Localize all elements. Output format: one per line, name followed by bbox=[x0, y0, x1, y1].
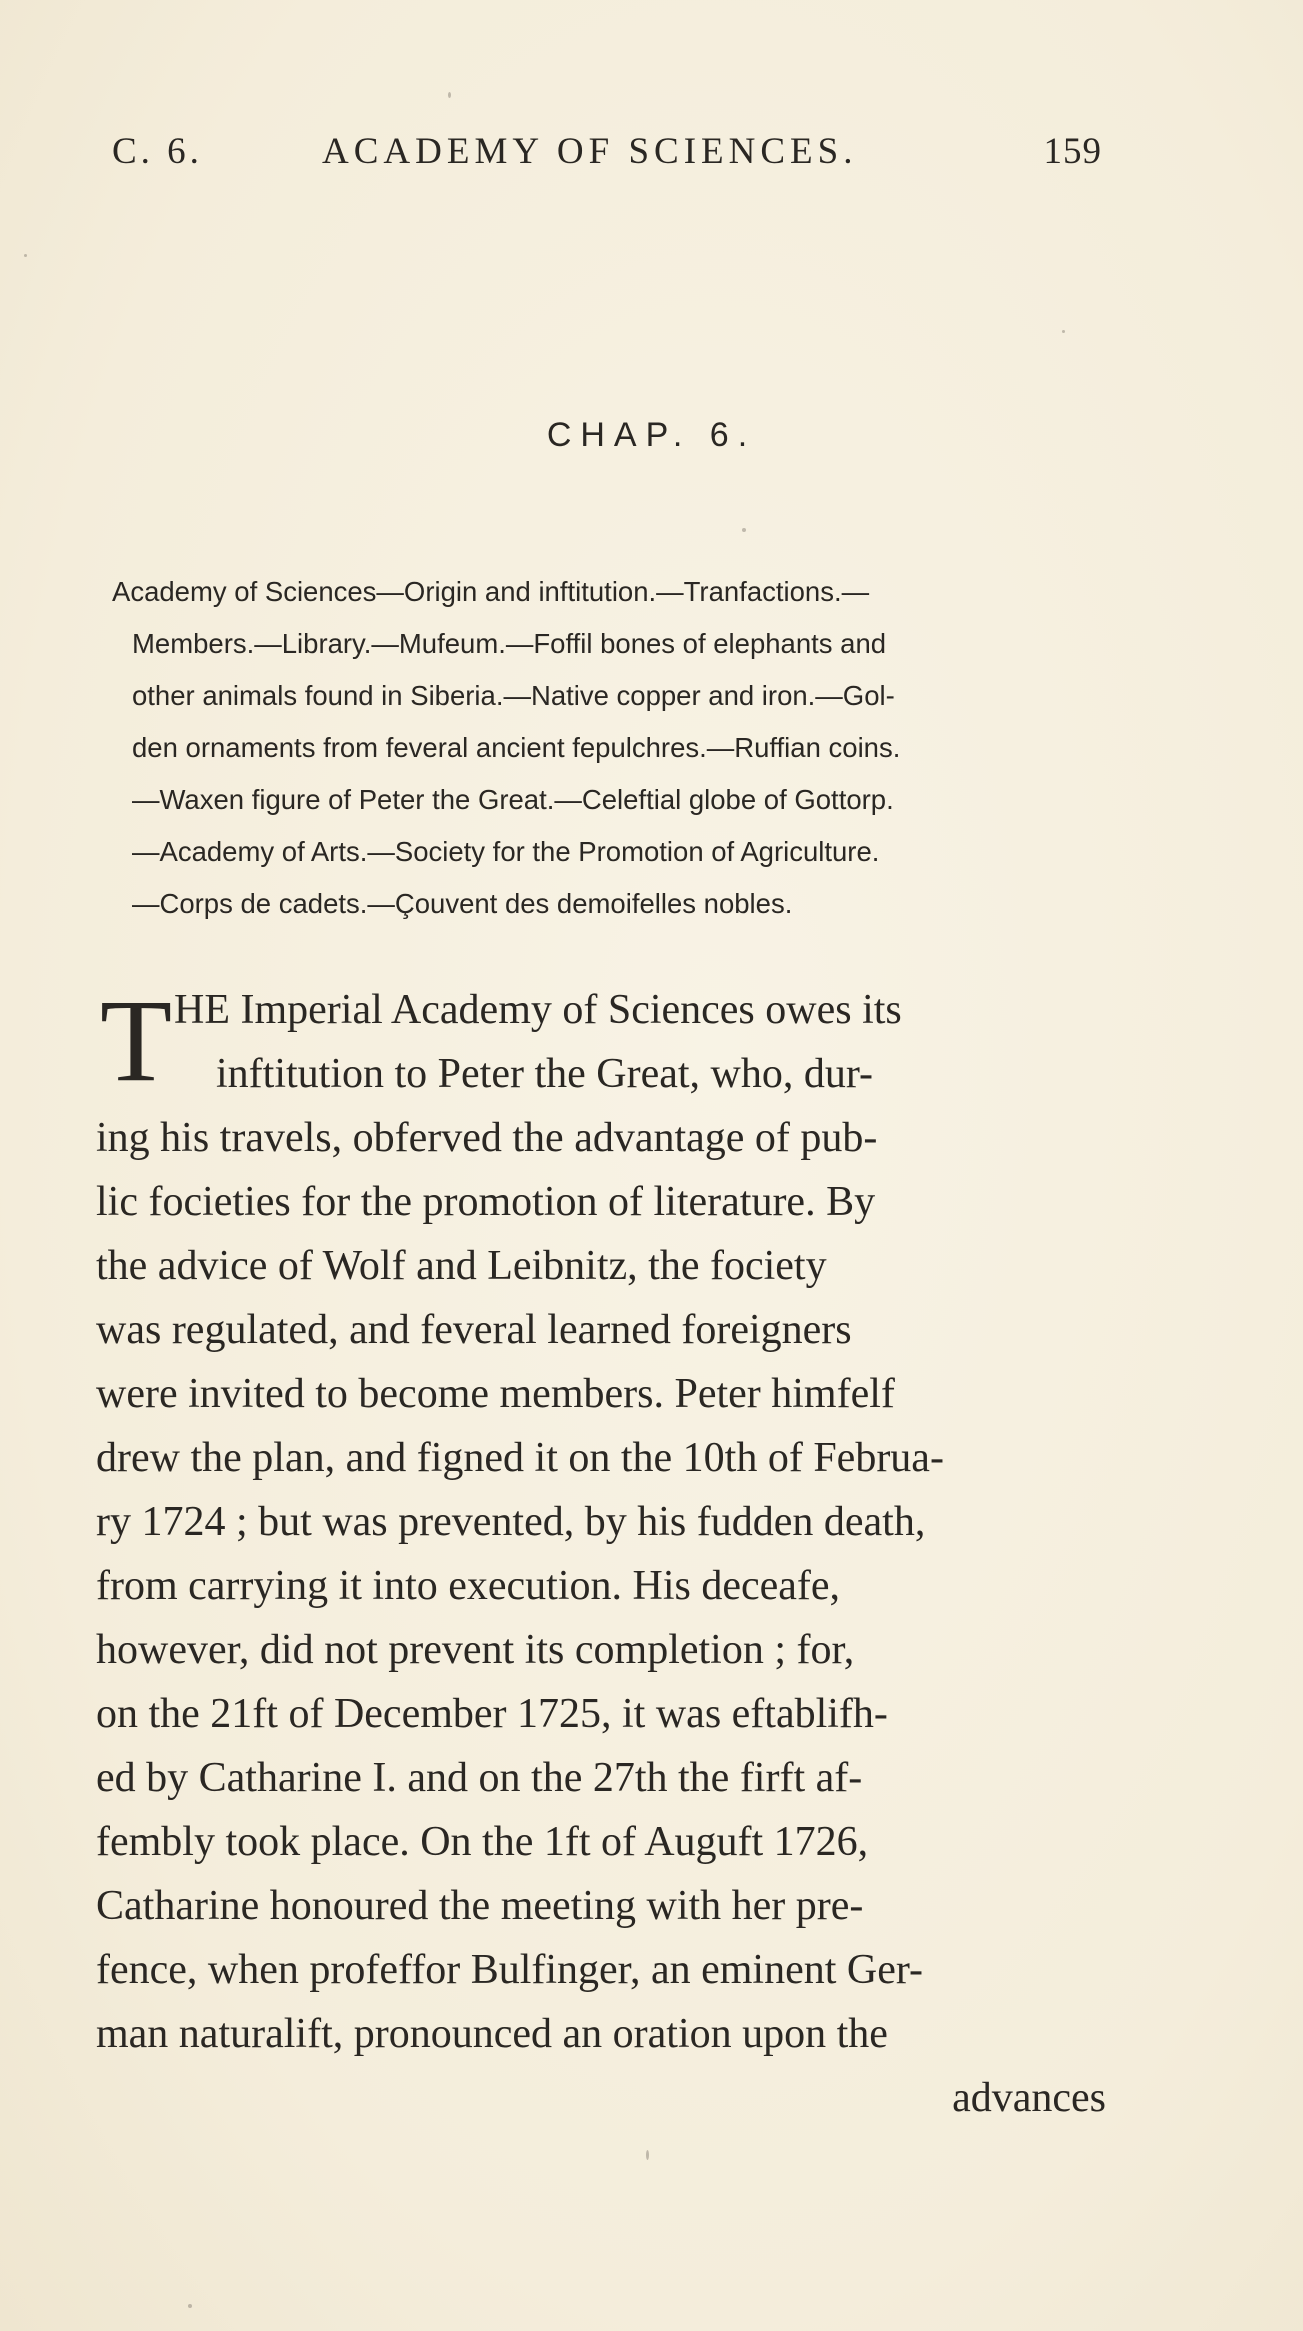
running-title: ACADEMY OF SCIENCES. bbox=[322, 131, 858, 172]
text-line: lic focieties for the promotion of literature. By bbox=[96, 1179, 876, 1225]
text-line: HE Imperial Academy of Sciences owes its bbox=[174, 987, 902, 1033]
contents-line: —Corps de cadets.—Çouvent des demoifelles nobles. bbox=[132, 888, 793, 919]
text-line: from carrying it into execution. His deceafe, bbox=[96, 1563, 841, 1609]
contents-line: den ornaments from feveral ancient fepulchres.—Ruffian coins. bbox=[132, 732, 901, 763]
text-line: ry 1724 ; but was prevented, by his fudden death, bbox=[96, 1499, 926, 1545]
speck bbox=[188, 2304, 192, 2308]
text-line: on the 21ft of December 1725, it was eftablifh- bbox=[96, 1691, 888, 1737]
chapter-reference: C. 6. bbox=[112, 131, 203, 172]
text-line: man naturalift, pronounced an oration upon the bbox=[96, 2011, 888, 2057]
contents-line: —Waxen figure of Peter the Great.—Celeftial globe of Gottorp. bbox=[132, 784, 894, 815]
chapter-heading: CHAP. 6. bbox=[546, 416, 757, 454]
contents-line: other animals found in Siberia.—Native copper and iron.—Gol- bbox=[132, 680, 895, 711]
text-line: ing his travels, obferved the advantage of pub- bbox=[96, 1115, 878, 1161]
text-line: ed by Catharine I. and on the 27th the firft af- bbox=[96, 1755, 863, 1801]
contents-line: Members.—Library.—Mufeum.—Foffil bones of elephants and bbox=[132, 628, 887, 659]
speck bbox=[1062, 330, 1065, 333]
speck bbox=[646, 2150, 649, 2160]
text-line: were invited to become members. Peter himfelf bbox=[96, 1371, 895, 1417]
text-line: Catharine honoured the meeting with her pre- bbox=[96, 1883, 864, 1929]
speck bbox=[24, 254, 27, 257]
page-number: 159 bbox=[1043, 131, 1102, 172]
contents-line: Academy of Sciences—Origin and inftitution.—Tranfactions.— bbox=[112, 576, 870, 607]
body-paragraph bbox=[96, 975, 1106, 2130]
running-header bbox=[112, 130, 1102, 190]
speck bbox=[448, 92, 451, 98]
text-line: however, did not prevent its completion ; for, bbox=[96, 1627, 855, 1673]
drop-cap: T bbox=[100, 975, 173, 1106]
contents-line: —Academy of Arts.—Society for the Promotion of Agriculture. bbox=[132, 836, 880, 867]
text-line: fembly took place. On the 1ft of Auguft 1726, bbox=[96, 1819, 869, 1865]
text-line: drew the plan, and figned it on the 10th of Februa- bbox=[96, 1435, 944, 1481]
catchword: advances bbox=[952, 2075, 1106, 2121]
speck bbox=[742, 528, 746, 532]
text-line: inftitution to Peter the Great, who, dur- bbox=[216, 1051, 874, 1097]
text-line: was regulated, and feveral learned foreigners bbox=[96, 1307, 852, 1353]
chapter-contents-summary bbox=[112, 566, 1102, 930]
text-line: fence, when profeffor Bulfinger, an eminent Ger- bbox=[96, 1947, 924, 1993]
text-line: the advice of Wolf and Leibnitz, the fociety bbox=[96, 1243, 827, 1289]
